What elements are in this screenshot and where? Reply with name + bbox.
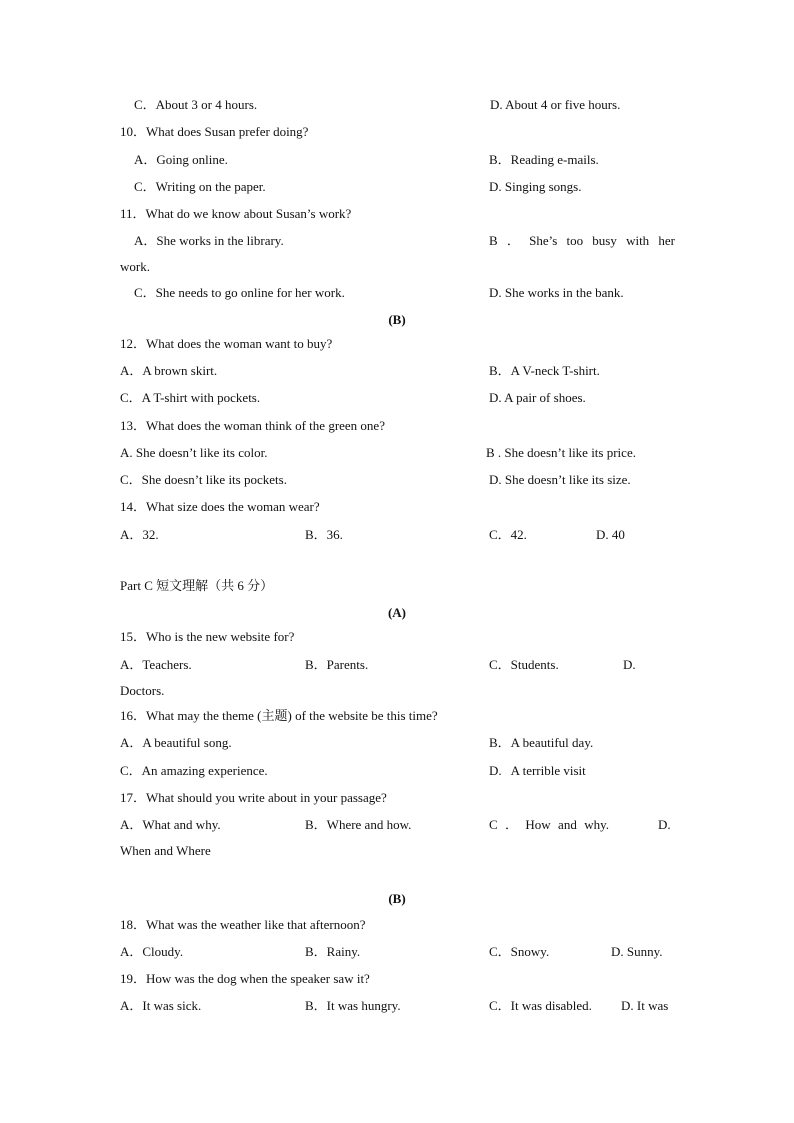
section-heading-b-second: (B)	[388, 891, 406, 906]
q19-option-a: A．It was sick.	[120, 998, 202, 1013]
q12-option-a: A．A brown skirt.	[120, 363, 218, 378]
q11-option-b-word: her	[658, 233, 675, 248]
q18-option-b: B．Rainy.	[305, 944, 361, 959]
q17-option-d-continued: When and Where	[120, 843, 211, 858]
q12-stem: 12．What does the woman want to buy?	[120, 336, 333, 351]
q16-stem: 16．What may the theme (主题) of the website be this time?	[120, 708, 438, 723]
q14-option-c: C．42.	[489, 527, 527, 542]
q11-option-b-word: ．	[506, 233, 520, 248]
q11-option-a: A．She works in the library.	[134, 233, 284, 248]
q19-stem: 19．How was the dog when the speaker saw it?	[120, 971, 370, 986]
q12-option-b: B．A V-neck T-shirt.	[489, 363, 600, 378]
q18-stem: 18．What was the weather like that afternoon?	[120, 917, 366, 932]
q11-stem: 11．What do we know about Susan’s work?	[120, 206, 352, 221]
q15-option-b: B．Parents.	[305, 657, 369, 672]
q16-option-c: C．An amazing experience.	[120, 763, 268, 778]
q17-option-b: B．Where and how.	[305, 817, 412, 832]
q10-option-c: C．Writing on the paper.	[134, 179, 266, 194]
q9-option-d: D. About 4 or five hours.	[490, 97, 621, 112]
q11-option-b-word: B	[489, 233, 498, 248]
q19-option-d: D. It was	[621, 998, 669, 1013]
q19-option-b: B．It was hungry.	[305, 998, 401, 1013]
q10-option-b: B．Reading e-mails.	[489, 152, 599, 167]
q11-option-b-word: too	[566, 233, 584, 248]
q17-stem: 17．What should you write about in your passage?	[120, 790, 387, 805]
q11-option-b	[489, 233, 675, 249]
q14-option-a: A．32.	[120, 527, 159, 542]
q13-option-b: B . She doesn’t like its price.	[486, 445, 636, 460]
q17-option-c-word: ．	[505, 817, 519, 832]
q17-option-c-word: and	[558, 817, 577, 832]
section-heading-a: (A)	[387, 605, 407, 620]
part-c-heading: Part C 短文理解（共 6 分）	[120, 578, 274, 593]
q15-option-a: A．Teachers.	[120, 657, 192, 672]
q10-option-a: A．Going online.	[134, 152, 228, 167]
q12-option-d: D. A pair of shoes.	[489, 390, 586, 405]
q18-option-c: C．Snowy.	[489, 944, 550, 959]
q15-option-d-continued: Doctors.	[120, 683, 165, 698]
q10-stem: 10．What does Susan prefer doing?	[120, 124, 309, 139]
q17-option-d: D.	[658, 817, 671, 832]
q11-option-b-word: She’s	[529, 233, 558, 248]
q18-option-d: D. Sunny.	[611, 944, 663, 959]
q14-option-b: B．36.	[305, 527, 343, 542]
q13-option-d: D. She doesn’t like its size.	[489, 472, 631, 487]
q17-option-c-word: why.	[584, 817, 609, 832]
q16-option-d: D. A terrible visit	[489, 763, 586, 778]
q14-stem: 14．What size does the woman wear?	[120, 499, 320, 514]
q17-option-c-word: How	[525, 817, 551, 832]
q13-stem: 13．What does the woman think of the green one?	[120, 418, 385, 433]
q12-option-c: C．A T-shirt with pockets.	[120, 390, 261, 405]
q11-option-b-continued: work.	[120, 259, 150, 274]
q11-option-b-word: busy	[592, 233, 617, 248]
q13-option-a: A. She doesn’t like its color.	[120, 445, 268, 460]
q11-option-b-word: with	[626, 233, 650, 248]
q17-option-c	[489, 817, 609, 833]
section-heading-b: (B)	[388, 312, 406, 327]
q18-option-a: A．Cloudy.	[120, 944, 184, 959]
q14-option-d: D. 40	[596, 527, 625, 542]
q16-option-a: A．A beautiful song.	[120, 735, 232, 750]
q10-option-d: D. Singing songs.	[489, 179, 582, 194]
q19-option-c: C．It was disabled.	[489, 998, 592, 1013]
q17-option-a: A．What and why.	[120, 817, 221, 832]
q17-option-c-word: C	[489, 817, 498, 832]
q11-option-c: C．She needs to go online for her work.	[134, 285, 345, 300]
q15-option-c: C．Students.	[489, 657, 559, 672]
q11-option-d: D. She works in the bank.	[489, 285, 624, 300]
q9-option-c: C．About 3 or 4 hours.	[134, 97, 258, 112]
q16-option-b: B．A beautiful day.	[489, 735, 594, 750]
q15-option-d: D.	[623, 657, 636, 672]
q15-stem: 15．Who is the new website for?	[120, 629, 295, 644]
q13-option-c: C．She doesn’t like its pockets.	[120, 472, 287, 487]
